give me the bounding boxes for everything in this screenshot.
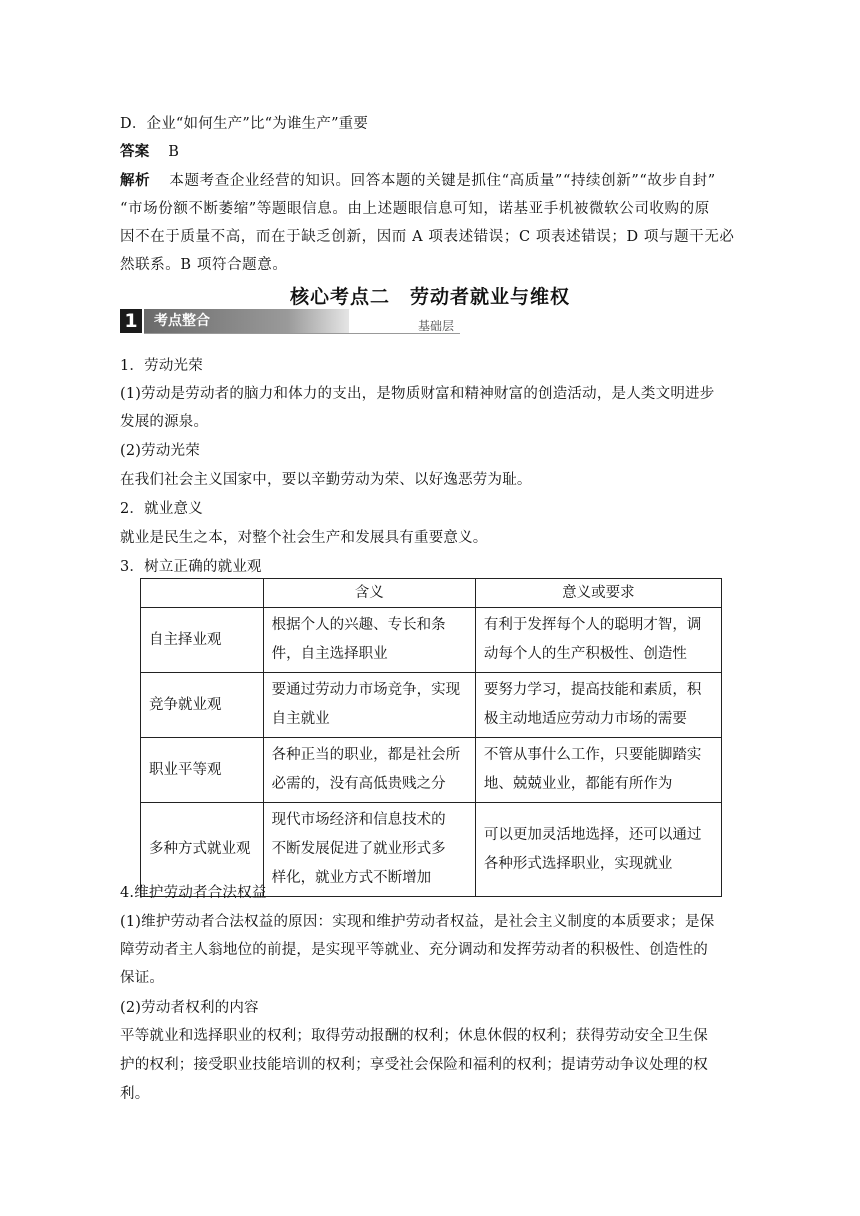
cell-line: 可以更加灵活地选择，还可以通过: [483, 826, 702, 843]
cell-line: 现代市场经济和信息技术的: [271, 812, 446, 828]
table-header-row: [141, 579, 722, 608]
cell-line: 不管从事什么工作，只要能脚踏实: [483, 747, 702, 763]
cell-line: 样化，就业方式不断增加: [271, 870, 432, 886]
section-title: 核心考点二 劳动者就业与维权: [289, 286, 570, 308]
table-cell-name: 职业平等观: [141, 738, 264, 803]
paragraph-rights-reason-3: 保证。: [120, 970, 165, 986]
cell-line: 有利于发挥每个人的聪明才智，调: [483, 617, 702, 633]
analysis-line-1: [120, 171, 740, 191]
cell-line: 各种正当的职业，都是社会所: [271, 747, 461, 763]
employment-views-table: [140, 578, 722, 897]
paragraph-employment: 就业是民生之本，对整个社会生产和发展具有重要意义。: [120, 530, 488, 546]
table-row: [141, 673, 722, 738]
table-row: [141, 608, 722, 673]
answer-line: [120, 142, 740, 162]
cell-line: 必需的，没有高低贵贱之分: [271, 776, 446, 792]
heading-labor-glory: 1．劳动光荣: [120, 358, 203, 374]
analysis-line-3: 因不在于质量不高，而在于缺乏创新，因而 A 项表述错误；C 项表述错误；D 项与题干无必: [120, 229, 735, 245]
cell-line: 根据个人的兴趣、专长和条: [271, 617, 446, 633]
table-cell-significance: [475, 608, 721, 673]
cell-line: 要通过劳动力市场竞争，实现: [271, 682, 461, 698]
table-cell-meaning: [263, 608, 475, 673]
table-header-cell: [141, 579, 264, 608]
heading-rights: 4.维护劳动者合法权益: [120, 885, 267, 901]
banner-rule: [144, 333, 460, 334]
analysis-line-4: 然联系。B 项符合题意。: [120, 257, 288, 273]
analysis-line-2: “市场份额不断萎缩”等题眼信息。由上述题眼信息可知，诺基亚手机被微软公司收购的原: [120, 201, 710, 217]
table-cell-name: 多种方式就业观: [141, 803, 264, 897]
table-header-cell: 意义或要求: [475, 579, 721, 608]
answer-value: B: [168, 144, 180, 160]
table-row: [141, 738, 722, 803]
cell-line: 各种形式选择职业，实现就业: [483, 855, 673, 872]
table-cell-significance: [475, 738, 721, 803]
table-cell-name: 竞争就业观: [141, 673, 264, 738]
cell-line: 要努力学习，提高技能和素质，积: [483, 682, 702, 698]
table-cell-meaning: [263, 673, 475, 738]
paragraph-rights-content-3: 利。: [120, 1086, 150, 1102]
analysis-text: 本题考查企业经营的知识。回答本题的关键是抓住“高质量”“持续创新”“故步自封”: [169, 173, 716, 189]
paragraph-rights-content-2: 护的权利；接受职业技能培训的权利；享受社会保险和福利的权利；提请劳动争议处理的权: [120, 1057, 708, 1073]
subheading-rights-content: (2)劳动者权利的内容: [120, 1000, 259, 1016]
analysis-label: 解析: [120, 173, 151, 189]
table-cell-meaning: [263, 738, 475, 803]
cell-line: 地、兢兢业业，都能有所作为: [483, 776, 673, 792]
banner-level: 基础层: [418, 319, 455, 333]
banner-number: 1: [120, 309, 142, 333]
option-d: D．企业“如何生产”比“为谁生产”重要: [120, 116, 369, 132]
paragraph-labor-1b: 发展的源泉。: [120, 414, 209, 430]
table-cell-name: 自主择业观: [141, 608, 264, 673]
paragraph-rights-content-1: 平等就业和选择职业的权利；取得劳动报酬的权利；休息休假的权利；获得劳动安全卫生保: [120, 1028, 708, 1044]
heading-employment: 2．就业意义: [120, 501, 203, 517]
heading-employment-views: 3．树立正确的就业观: [120, 559, 262, 575]
table-header-cell: 含义: [263, 579, 475, 608]
banner-label: 考点整合: [154, 313, 210, 329]
paragraph-labor-1a: (1)劳动是劳动者的脑力和体力的支出，是物质财富和精神财富的创造活动，是人类文明进步: [120, 386, 715, 402]
paragraph-rights-reason-1: (1)维护劳动者合法权益的原因：实现和维护劳动者权益，是社会主义制度的本质要求；是保: [120, 914, 715, 930]
cell-line: 不断发展促进了就业形式多: [271, 841, 446, 857]
paragraph-rights-reason-2: 障劳动者主人翁地位的前提，是实现平等就业、充分调动和发挥劳动者的积极性、创造性的: [120, 942, 708, 958]
cell-line: 动每个人的生产积极性、创造性: [483, 646, 687, 662]
subheading-labor-glory: (2)劳动光荣: [120, 443, 200, 459]
cell-line: 极主动地适应劳动力市场的需要: [483, 711, 687, 727]
answer-label: 答案: [120, 144, 150, 160]
paragraph-labor-2: 在我们社会主义国家中，要以辛勤劳动为荣、以好逸恶劳为耻。: [120, 472, 532, 488]
table-cell-significance: [475, 673, 721, 738]
cell-line: 自主就业: [271, 711, 330, 727]
cell-line: 件，自主选择职业: [271, 646, 388, 662]
section-banner: [120, 309, 460, 333]
